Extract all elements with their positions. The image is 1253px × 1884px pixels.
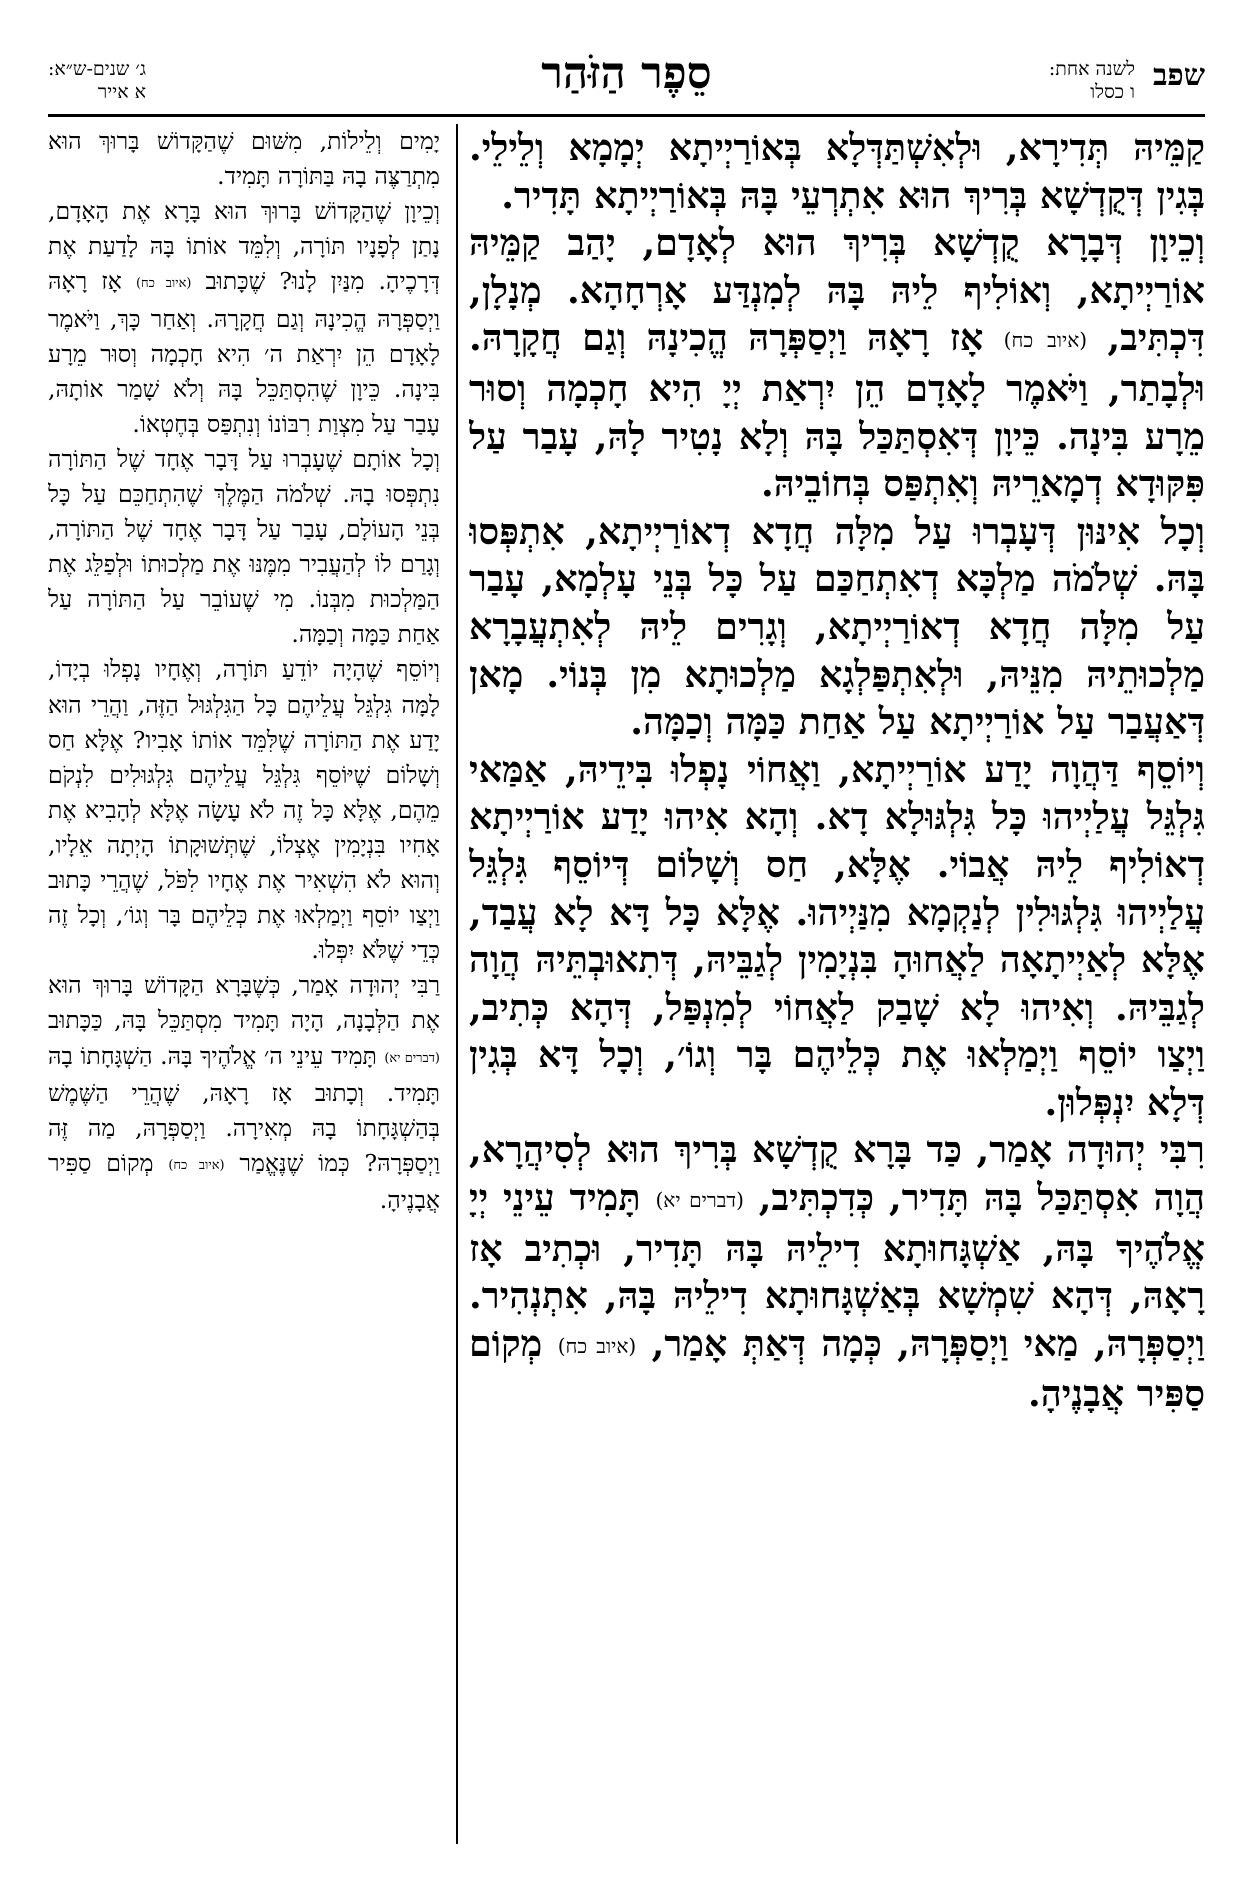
aramaic-main-column [469, 124, 1205, 1418]
side-paragraph [48, 652, 440, 968]
side-paragraph [48, 124, 440, 194]
side-paragraph [48, 194, 440, 442]
main-paragraph [469, 124, 1205, 219]
paragraph-text: וְכֵיוָן שֶׁהַקָּדוֹשׁ בָּרוּךְ הוּא בָּרָא אֶת הָאָדָם, נָתַן לְפָנָיו תּוֹרָה, וְלִמֵּד אוֹתוֹ בָּהּ לָדַעַת אֶת דְּרָכֶיהָ. מִנַּיִן לָנוּ? שֶׁכָּתוּב [48, 197, 440, 296]
paragraph-text: מְקוֹם סַפִּיר אֲבָנֶיהָ. [469, 1321, 1205, 1416]
verse-reference: (איוב כח) [557, 1333, 637, 1358]
verse-reference: (דברים יא) [655, 1188, 744, 1213]
paragraph-text: וְכֵיוָן דְּבָרָא קֻדְשָׁא בְּרִיךְ הוּא לְאָדָם, יָהַב קַמֵּיהּ אוֹרַיְיתָא, וְאוֹלִיף לֵיהּ בָּהּ לְמִנְדַּע אָרְחָהָא. מְנָלָן, דִּכְתִּיב, [469, 221, 1205, 360]
paragraph-text: תָּמִיד עֵינֵי ה׳ אֱלֹהֶיךָ בָּהּ. הַשְׁגָּחָתוֹ בָהּ תָּמִיד. וְכָתוּב אָז רָאָהּ, שֶׁהֲרֵי הַשֶּׁמֶשׁ בְּהַשְׁגָּחָתוֹ בָהּ מְאִירָה. וַיְסַפְּרָהּ, מַה זֶּה וַיְסַפְּרָהּ? כְּמוֹ שֶׁנֶּאֱמַר [48, 1041, 440, 1177]
schedule-three-years-date: א אייר [97, 81, 147, 103]
header-rule [48, 114, 1205, 117]
paragraph-text: אָז רָאָהּ וַיְסַפְּרָהּ הֱכִינָהּ וְגַם חֲקָרָהּ. וּלְבָתַר, וַיֹּאמֶר לָאָדָם הֵן יִרְאַת יְיָ הִיא חָכְמָה וְסוּר מֵרָע בִּינָה. כֵּיוָן דְּאִסְתַּכַּל בָּהּ וְלָא נָטִיר לָהּ, עָבַר עַל פִּקּוּדָא דְמָארֵיהּ וְאִתְפַּס בְּחוֹבֵיהּ. [469, 316, 1205, 506]
column-divider [456, 124, 458, 1844]
page-number: שפב [1152, 58, 1205, 93]
main-paragraph [469, 219, 1205, 508]
paragraph-text: אָז רָאָהּ וַיְסַפְּרָהּ הֱכִינָהּ וְגַם חֲקָרָהּ. וְאַחַר כָּךְ, וַיֹּאמֶר לָאָדָם הֵן יִרְאַת ה׳ הִיא חָכְמָה וְסוּר מֵרָע בִּינָה. כֵּיוָן שֶׁהִסְתַּכֵּל בָּהּ וְלֹא שָׁמַר אוֹתָהּ, עָבַר עַל מִצְוַת רִבּוֹנוֹ וְנִתְפַּס בְּחֶטְאוֹ. [48, 267, 440, 438]
schedule-one-year-label: לשנה אחת: [1048, 58, 1135, 80]
schedule-one-year-date: ו כסלו [1090, 81, 1135, 103]
paragraph-text: וְיוֹסֵף דַּהֲוָה יָדַע אוֹרַיְיתָא, וַאֲחוֹי נָפְלוּ בִּידֵיהּ, אַמַּאי גִּלְגֵּל עֲלַיְיהוּ כָּל גִּלְגּוּלָא דָא. וְהָא אִיהוּ יָדַע אוֹרַיְיתָא דְאוֹלִיף לֵיהּ אֲבוֹי. אֶלָּא, חַס וְשָׁלוֹם דְּיוֹסֵף גִּלְגֵּל עֲלַיְיהוּ גִּלְגּוּלִין לְנַקְמָא מִנַּיְיהוּ. אֶלָּא כָּל דָּא לָא עֲבַד, אֶלָּא לְאַיְיתָאָה לַאֲחוּהָ בִּנְיָמִין לְגַבֵּיהּ, דְּתִאוּבְתֵּיהּ הֲוָה לְגַבֵּיהּ. וְאִיהוּ לָא שָׁבַק לַאֲחוֹי לְמִנְפַּל, דְּהָא כְּתִיב, וַיְצַו יוֹסֵף וַיְמַלְאוּ אֶת כְּלֵיהֶם בָּר וְגוֹ׳, וְכָל דָּא בְּגִין דְּלָא יִנְפְּלוּן. [469, 747, 1205, 1124]
verse-reference: (איוב כח) [168, 1157, 225, 1173]
main-paragraph [469, 1126, 1205, 1418]
verse-reference: (דברים יא) [384, 1050, 440, 1066]
paragraph-text: מְקוֹם סַפִּיר אֲבָנֶיהָ. [48, 1148, 440, 1214]
side-paragraph [48, 442, 440, 653]
paragraph-text: קַמֵּיהּ תְּדִירָא, וּלְאִשְׁתַּדְּלָא בְּאוֹרַיְיתָא יְמָמָא וְלֵילֵי. בְּגִין דְּקֻדְשָׁא בְּרִיךְ הוּא אִתְרְעֵי בָּהּ בְּאוֹרַיְיתָא תָּדִיר. [469, 126, 1205, 217]
main-paragraph [469, 746, 1205, 1127]
paragraph-text: רִבִּי יְהוּדָה אָמַר, כַּד בָּרָא קֻדְשָׁא בְּרִיךְ הוּא לְסִיהֲרָא, הֲוָה אִסְתַּכַּל בָּהּ תָּדִיר, כְּדִכְתִּיב, [469, 1128, 1205, 1220]
paragraph-text: וְכָל אוֹתָם שֶׁעָבְרוּ עַל דָּבָר אֶחָד שֶׁל הַתּוֹרָה נִתְפְּסוּ בָהּ. שְׁלֹמֹה הַמֶּלֶךְ שֶׁהִתְחַכֵּם עַל כָּל בְּנֵי הָעוֹלָם, עָבַר עַל דָּבָר אֶחָד שֶׁל הַתּוֹרָה, וְגָרַם לוֹ לְהַעֲבִיר מִמֶּנּוּ אֶת מַלְכוּתוֹ וּלְפַלֵּג אֶת הַמַּלְכוּת מִבְּנוֹ. מִי שֶׁעוֹבֵר עַל הַתּוֹרָה עַל אַחַת כַּמָּה וְכַמָּה. [48, 444, 440, 649]
book-title: סֵפֶר הַזֹּהַר [541, 48, 712, 99]
side-paragraph [48, 968, 440, 1218]
paragraph-text: רַבִּי יְהוּדָה אָמַר, כְּשֶׁבָּרָא הַקָּדוֹשׁ בָּרוּךְ הוּא אֶת הַלְּבָנָה, הָיָה תָּמִיד מִסְתַּכֵּל בָּהּ, כַּכָּתוּב [48, 971, 440, 1035]
schedule-three-years-label: ג׳ שנים-ש״א: [48, 58, 147, 80]
paragraph-text: וְכָל אִינּוּן דְּעָבְרוּ עַל מִלָּה חֲדָא דְאוֹרַיְיתָא, אִתְפְּסוּ בָּהּ. שְׁלֹמֹה מַלְכָּא דְאִתְחַכַּם עַל כָּל בְּנֵי עָלְמָא, עָבַר עַל מִלָּה חֲדָא דְאוֹרַיְיתָא, וְגָרִים לֵיהּ לְאִתְעֲבָרָא מַלְכוּתֵיהּ מִנֵּיהּ, וּלְאִתְפַּלְגָא מַלְכוּתָא מִן בְּנוֹי. מָאן דְּאַעֲבַר עַל אוֹרַיְיתָא עַל אַחַת כַּמָּה וְכַמָּה. [469, 509, 1205, 744]
page-header [48, 48, 1205, 118]
paragraph-text: תָּמִיד עֵינֵי יְיָ אֱלֹהֶיךָ בָּהּ, אַשְׁגָּחוּתָא דִילֵיהּ בָּהּ תָּדִיר, וּכְתִיב אָז רָאָהּ, דְּהָא שִׁמְשָׁא בְּאַשְׁגָּחוּתָא דִילֵיהּ בָּהּ, אִתְנְהִיר. וַיְסַפְּרָהּ, מַאי וַיְסַפְּרָהּ, כְּמָה דְּאַתְּ אָמַר, [469, 1176, 1205, 1365]
paragraph-text: וְיוֹסֵף שֶׁהָיָה יוֹדֵעַ תּוֹרָה, וְאֶחָיו נָפְלוּ בְיָדוֹ, לָמָּה גִּלְגֵּל עֲלֵיהֶם כָּל הַגִּלְגּוּל הַזֶּה, וַהֲרֵי הוּא יָדַע אֶת הַתּוֹרָה שֶׁלִּמֵּד אוֹתוֹ אָבִיו? אֶלָּא חַס וְשָׁלוֹם שֶׁיּוֹסֵף גִּלְגֵּל עֲלֵיהֶם גִּלְגּוּלִים לִנְקֹם מֵהֶם, אֶלָּא כָּל זֶה לֹא עָשָׂה אֶלָּא לְהָבִיא אֶת אָחִיו בִּנְיָמִין אֶצְלוֹ, שֶׁתְּשׁוּקָתוֹ הָיְתָה אֵלָיו, וְהוּא לֹא הִשְׁאִיר אֶת אֶחָיו לִפֹּל, שֶׁהֲרֵי כָּתוּב וַיְצַו יוֹסֵף וַיְמַלְאוּ אֶת כְּלֵיהֶם בָּר וְגוֹ׳, וְכָל זֶה כְּדֵי שֶׁלֹּא יִפְּלוּ. [48, 655, 440, 965]
verse-reference: (איוב כח) [136, 276, 192, 292]
verse-reference: (איוב כח) [1003, 328, 1088, 353]
main-paragraph [469, 508, 1205, 746]
study-schedule-three-years [48, 58, 146, 104]
paragraph-text: יָמִים וְלֵילוֹת, מִשּׁוּם שֶׁהַקָּדוֹשׁ בָּרוּךְ הוּא מִתְרַצֶּה בָהּ בַּתּוֹרָה תָּמִיד. [48, 127, 440, 191]
hebrew-translation-column [48, 124, 440, 1218]
